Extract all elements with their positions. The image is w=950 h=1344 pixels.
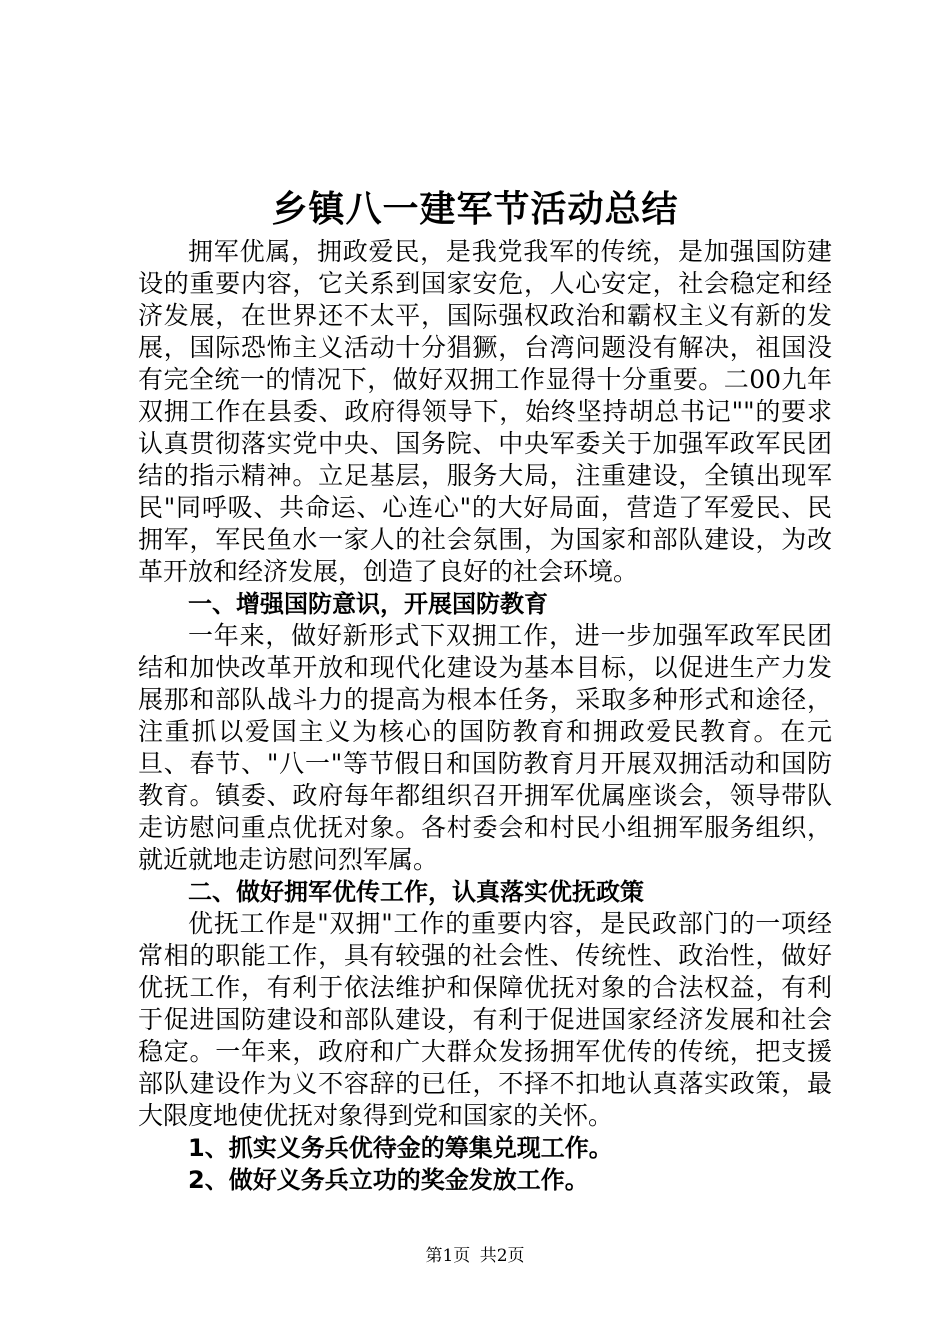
document-title: 乡镇八一建军节活动总结 [271, 189, 679, 230]
document-body [138, 236, 832, 1196]
page-number-current: 第1页 [425, 1246, 471, 1266]
intro-paragraph: 拥军优属，拥政爱民，是我党我军的传统，是加强国防建设的重要内容，它关系到国家安危，人心安定，社会稳定和经济发展，在世界还不太平，国际强权政治和霸权主义有新的发展，国际恐怖主义活动十分猖獗，台湾问题没有解决，祖国没有完全统一的情况下，做好双拥工作显得十分重要。二00九年双拥工作在县委、政府得领导下，始终坚持胡总书记""的要求认真贯彻落实党中央、国务院、中央军委关于加强军政军民团结的指示精神。立足基层，服务大局，注重建设，全镇出现军民"同呼吸、共命运、心连心"的大好局面，营造了军爱民、民拥军，军民鱼水一家人的社会氛围，为国家和部队建设，为改革开放和经济发展，创造了良好的社会环境。 [138, 237, 832, 586]
list-item-1: 1、抓实义务兵优待金的筹集兑现工作。 [188, 1134, 613, 1162]
section-paragraph-2: 优抚工作是"双拥"工作的重要内容，是民政部门的一项经常相的职能工作，具有较强的社会性、传统性、政治性，做好优抚工作，有利于依法维护和保障优抚对象的合法权益，有利于促进国防建设和部队建设，有利于促进国家经济发展和社会稳定。一年来，政府和广大群众发扬拥军优传的传统，把支援部队建设作为义不容辞的已任，不择不扣地认真落实政策，最大限度地使优抚对象得到党和国家的关怀。 [138, 909, 832, 1130]
page-footer [0, 1244, 950, 1268]
section-heading-2: 二、做好拥军优传工作，认真落实优抚政策 [188, 878, 644, 906]
section-heading-1: 一、增强国防意识，开展国防教育 [188, 590, 548, 618]
page-number-total: 共2页 [479, 1246, 525, 1266]
section-paragraph-1: 一年来，做好新形式下双拥工作，进一步加强军政军民团结和加快改革开放和现代化建设为基本目标，以促进生产力发展那和部队战斗力的提高为根本任务，采取多种形式和途径，注重抓以爱国主义为核心的国防教育和拥政爱民教育。在元旦、春节、"八一"等节假日和国防教育月开展双拥活动和国防教育。镇委、政府每年都组织召开拥军优属座谈会，领导带队走访慰问重点优抚对象。各村委会和村民小组拥军服务组织，就近就地走访慰问烈军属。 [138, 621, 832, 874]
list-item-2: 2、做好义务兵立功的奖金发放工作。 [188, 1166, 589, 1194]
